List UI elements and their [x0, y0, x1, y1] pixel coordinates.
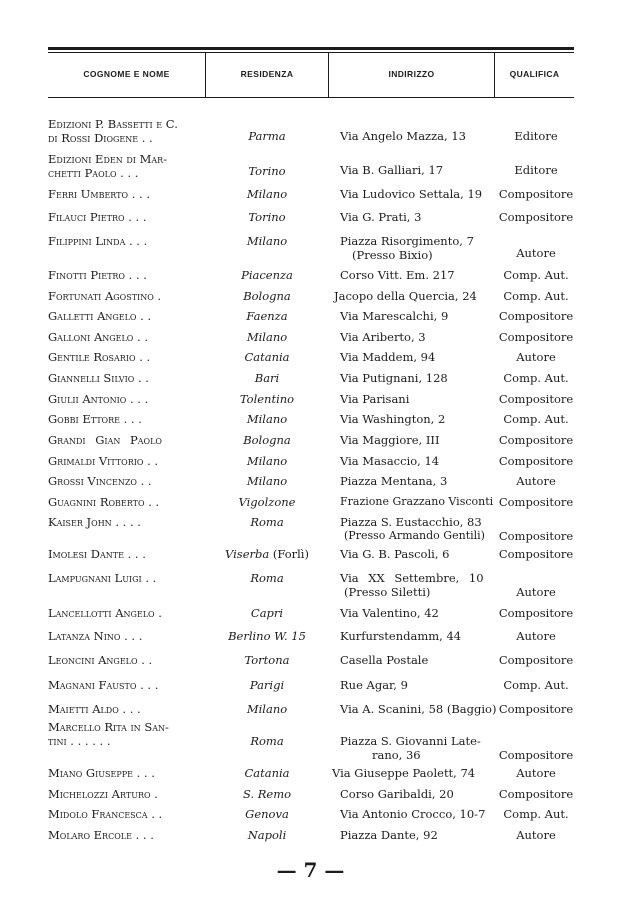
name-line1: Magnani Fausto . . .: [48, 678, 159, 692]
name-line1: Edizioni Eden di Mar-: [48, 152, 168, 166]
residence: Catania: [244, 350, 290, 364]
name-line2: chetti Paolo . . .: [48, 166, 139, 180]
name-line1: Molaro Ercole . . .: [48, 828, 154, 842]
address-line1: Via XX Settembre, 10: [340, 571, 484, 585]
qualification: Autore: [516, 350, 556, 364]
residence: Parma: [248, 129, 286, 143]
header-residence: RESIDENZA: [240, 69, 294, 79]
address-line1: Piazza Dante, 92: [340, 828, 438, 842]
residence: Roma: [250, 515, 284, 529]
qualification: Comp. Aut.: [503, 412, 569, 426]
residence: Bologna: [243, 433, 291, 447]
name-line1: Grossi Vincenzo . .: [48, 474, 152, 488]
qualification: Compositore: [498, 653, 574, 667]
name-line1: Lancellotti Angelo .: [48, 606, 162, 620]
name-line1: Galletti Angelo . .: [48, 309, 152, 323]
residence: Milano: [246, 234, 288, 248]
residence: Roma: [250, 734, 284, 748]
name-line1: Finotti Pietro . . .: [48, 268, 147, 282]
residence: Berlino W. 15: [228, 629, 306, 643]
qualification: Comp. Aut.: [503, 371, 569, 385]
address-line1: Corso Vitt. Em. 217: [340, 268, 455, 282]
address-line1: Via Maddem, 94: [340, 350, 436, 364]
qualification: Autore: [516, 474, 556, 488]
qualification: Compositore: [498, 606, 574, 620]
residence: Milano: [246, 702, 288, 716]
name-line1: Marcello Rita in San-: [48, 720, 169, 734]
address-line1: Via Maggiore, III: [340, 433, 440, 447]
table-header-bottom-rule: [48, 97, 574, 98]
residence: Vigolzone: [238, 495, 296, 509]
qualification: Compositore: [498, 330, 574, 344]
residence: Milano: [246, 412, 288, 426]
address-line2: (Presso Siletti): [344, 585, 431, 599]
address-line1: Via Giuseppe Paolett, 74: [332, 766, 476, 780]
name-line1: Fortunati Agostino .: [48, 289, 162, 303]
name-line1: Lampugnani Luigi . .: [48, 571, 157, 585]
name-line1: Edizioni P. Bassetti e C.: [48, 117, 178, 131]
residence: Catania: [244, 766, 290, 780]
qualification: Compositore: [498, 210, 574, 224]
address-line1: Via Antonio Crocco, 10-7: [340, 807, 486, 821]
residence: Bari: [254, 371, 280, 385]
residence: Bologna: [243, 289, 291, 303]
address-line1: Piazza Mentana, 3: [340, 474, 448, 488]
address-line1: Piazza Risorgimento, 7: [340, 234, 474, 248]
name-line1: Galloni Angelo . .: [48, 330, 148, 344]
name-line1: Kaiser John . . . .: [48, 515, 141, 529]
name-line1: Midolo Francesca . .: [48, 807, 163, 821]
name-line1: Filippini Linda . . .: [48, 234, 148, 248]
name-line1: Gentile Rosario . .: [48, 350, 151, 364]
name-line1: Grimaldi Vittorio . .: [48, 454, 159, 468]
qualification: Compositore: [498, 702, 574, 716]
address-line1: Rue Agar, 9: [340, 678, 408, 692]
residence: Milano: [246, 330, 288, 344]
name-line1: Ferri Umberto . . .: [48, 187, 150, 201]
address-line2: rano, 36: [372, 748, 421, 762]
name-line1: Gobbi Ettore . . .: [48, 412, 142, 426]
name-line2: tini . . . . . .: [48, 734, 111, 748]
address-line1: Via Masaccio, 14: [340, 454, 440, 468]
name-line1: Giulii Antonio . . .: [48, 392, 149, 406]
address-line1: Casella Postale: [340, 653, 429, 667]
address-line1: Via Ludovico Settala, 19: [340, 187, 483, 201]
name-line1: Grandi Gian Paolo: [48, 433, 162, 447]
qualification: Autore: [516, 246, 556, 260]
residence: Capri: [250, 606, 284, 620]
name-line1: Giannelli Silvio . .: [48, 371, 149, 385]
qualification: Editore: [514, 129, 558, 143]
residence: Torino: [248, 210, 286, 224]
address-line1: Via Putignani, 128: [340, 371, 448, 385]
residence: Milano: [246, 474, 288, 488]
residence: Torino: [248, 164, 286, 178]
address-line1: Via Angelo Mazza, 13: [340, 129, 466, 143]
name-line1: Filauci Pietro . . .: [48, 210, 147, 224]
address-line1: Kurfurstendamm, 44: [340, 629, 462, 643]
residence: Piacenza: [241, 268, 293, 282]
header-qualification: QUALIFICA: [509, 69, 560, 79]
table-top-rule: [48, 47, 574, 50]
qualification: Autore: [516, 585, 556, 599]
qualification: Compositore: [498, 392, 574, 406]
residence: Parigi: [249, 678, 285, 692]
address-line1: Via G. Prati, 3: [340, 210, 422, 224]
name-line1: Guagnini Roberto . .: [48, 495, 160, 509]
qualification: Compositore: [498, 433, 574, 447]
residence: S. Remo: [242, 787, 292, 801]
residence: Napoli: [247, 828, 287, 842]
qualification: Autore: [516, 766, 556, 780]
qualification: Autore: [516, 629, 556, 643]
address-line1: Jacopo della Quercia, 24: [334, 289, 477, 303]
qualification: Compositore: [498, 454, 574, 468]
qualification: Compositore: [498, 748, 574, 762]
page-number: — 7 —: [276, 858, 345, 882]
table-top-rule-thin: [48, 52, 574, 53]
address-line1: Via Washington, 2: [340, 412, 446, 426]
qualification: Comp. Aut.: [503, 678, 569, 692]
address-line1: Piazza S. Giovanni Late-: [340, 734, 481, 748]
address-line1: Via Marescalchi, 9: [340, 309, 449, 323]
qualification: Comp. Aut.: [503, 807, 569, 821]
address-line1: Via G. B. Pascoli, 6: [340, 547, 450, 561]
address-line1: Via B. Galliari, 17: [340, 163, 444, 177]
qualification: Editore: [514, 163, 558, 177]
residence: Faenza: [246, 309, 288, 323]
residence-extra: (Forlì): [272, 547, 309, 561]
address-line1: Piazza S. Eustacchio, 83: [340, 515, 482, 529]
address-line2: (Presso Bixio): [352, 248, 433, 262]
address-line1: Via Valentino, 42: [340, 606, 439, 620]
name-line1: Imolesi Dante . . .: [48, 547, 146, 561]
qualification: Compositore: [498, 547, 574, 561]
name-line1: Michelozzi Arturo .: [48, 787, 158, 801]
name-line2: di Rossi Diogene . .: [48, 131, 153, 145]
residence: Roma: [250, 571, 284, 585]
qualification: Autore: [516, 828, 556, 842]
qualification: Compositore: [498, 529, 574, 543]
residence: Tortona: [244, 653, 290, 667]
address-line1: Via Parisani: [340, 392, 410, 406]
header-name: COGNOME E NOME: [83, 69, 170, 79]
qualification: Comp. Aut.: [503, 268, 569, 282]
residence: Milano: [246, 187, 288, 201]
qualification: Compositore: [498, 309, 574, 323]
qualification: Compositore: [498, 787, 574, 801]
qualification: Compositore: [498, 495, 574, 509]
residence: Genova: [245, 807, 289, 821]
residence: Tolentino: [239, 392, 295, 406]
name-line1: Maietti Aldo . . .: [48, 702, 141, 716]
address-line1: Via A. Scanini, 58 (Baggio): [340, 702, 497, 716]
name-line1: Leoncini Angelo . .: [48, 653, 153, 667]
address-line1: Frazione Grazzano Visconti: [340, 495, 494, 508]
address-line2: (Presso Armando Gentili): [344, 529, 485, 542]
address-line1: Via Ariberto, 3: [340, 330, 426, 344]
residence: Milano: [246, 454, 288, 468]
header-address: INDIRIZZO: [388, 69, 435, 79]
name-line1: Latanza Nino . . .: [48, 629, 143, 643]
address-line1: Corso Garibaldi, 20: [340, 787, 454, 801]
residence: Viserba: [225, 547, 270, 561]
name-line1: Miano Giuseppe . . .: [48, 766, 155, 780]
qualification: Comp. Aut.: [503, 289, 569, 303]
qualification: Compositore: [498, 187, 574, 201]
